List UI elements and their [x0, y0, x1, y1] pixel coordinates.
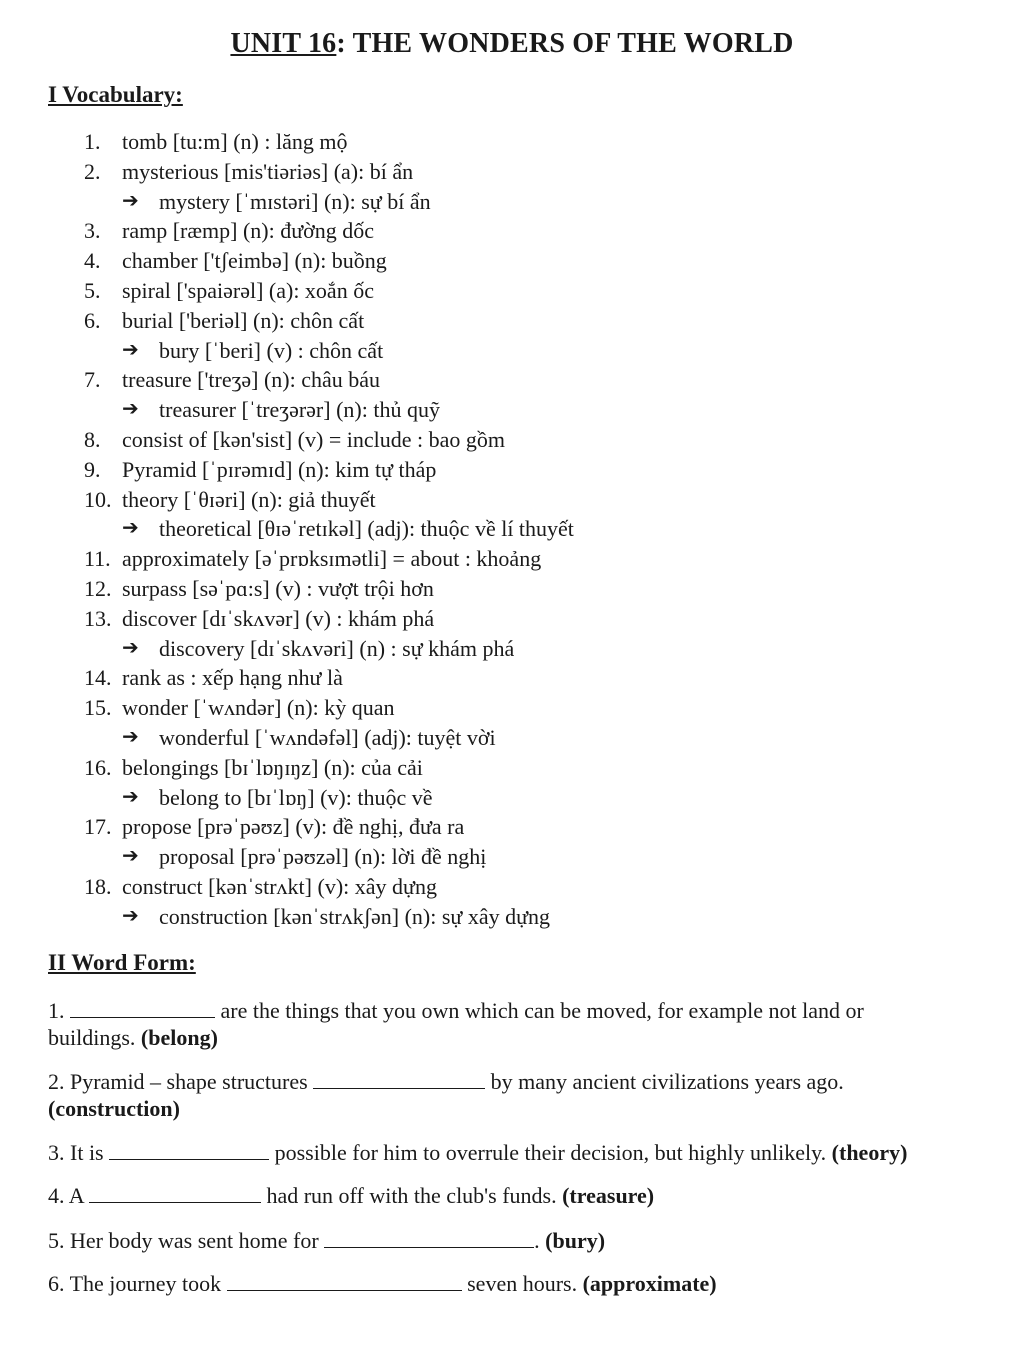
- answer-blank-6[interactable]: [227, 1270, 462, 1291]
- vocabulary-list: [0, 127, 1024, 932]
- vocab-text: treasure ['treʒə] (n): châu báu: [122, 367, 381, 393]
- vocab-number: 17.: [84, 814, 112, 840]
- vocab-number: 8.: [84, 426, 101, 452]
- hint-treasure: (treasure): [562, 1183, 655, 1208]
- vocab-item: [0, 604, 1024, 634]
- word-form-heading: II Word Form:: [48, 950, 196, 975]
- vocab-derived-item: [0, 783, 1024, 813]
- vocab-item: [0, 663, 1024, 693]
- word-form-question-3: 3. It is possible for him to overrule their decision, but highly unlikely. (theory): [48, 1140, 908, 1165]
- vocab-number: 9.: [84, 456, 101, 482]
- vocab-item: [0, 216, 1024, 246]
- arrow-icon: ➔: [122, 338, 139, 361]
- arrow-icon: ➔: [122, 845, 139, 868]
- vocab-derived-item: [0, 395, 1024, 425]
- title-unit: UNIT 16: [230, 28, 337, 59]
- vocab-number: 2.: [84, 158, 101, 184]
- vocab-derived-text: proposal [prəˈpəʊzəl] (n): lời đề nghị: [159, 844, 487, 870]
- vocab-number: 7.: [84, 367, 101, 393]
- vocab-text: burial ['beriəl] (n): chôn cất: [122, 307, 365, 333]
- vocab-text: construct [kənˈstrʌkt] (v): xây dựng: [122, 873, 437, 899]
- vocab-item: [0, 753, 1024, 783]
- vocab-derived-text: construction [kənˈstrʌkʃən] (n): sự xây dựng: [159, 903, 551, 929]
- vocab-text: chamber ['tʃeimbə] (n): buồng: [122, 248, 387, 274]
- vocab-derived-text: belong to [bɪˈlɒŋ] (v): thuộc về: [159, 784, 433, 810]
- vocab-number: 5.: [84, 277, 101, 303]
- vocab-item: [0, 485, 1024, 515]
- word-form-question-6: 6. The journey took seven hours. (approximate): [48, 1271, 717, 1296]
- hint-approximate: (approximate): [582, 1271, 717, 1296]
- vocab-derived-text: treasurer [ˈtreʒərər] (n): thủ quỹ: [159, 397, 440, 423]
- vocab-number: 13.: [84, 605, 112, 631]
- vocab-text: approximately [əˈprɒksɪmətli] = about : khoảng: [122, 546, 542, 572]
- title-rest: : THE WONDERS OF THE WORLD: [336, 28, 794, 59]
- vocab-derived-item: [0, 634, 1024, 664]
- vocab-text: belongings [bɪˈlɒŋɪŋz] (n): của cải: [122, 754, 423, 780]
- vocab-item: [0, 455, 1024, 485]
- vocab-number: 18.: [84, 873, 112, 899]
- vocab-number: 11.: [84, 546, 111, 572]
- vocab-derived-item: [0, 842, 1024, 872]
- answer-blank-3[interactable]: [109, 1139, 269, 1160]
- vocab-text: mysterious [mis'tiəriəs] (a): bí ẩn: [122, 158, 414, 184]
- vocab-number: 1.: [84, 129, 101, 154]
- vocab-text: theory [ˈθɪəri] (n): giả thuyết: [122, 486, 376, 512]
- page-title: [0, 28, 1024, 60]
- vocab-derived-item: [0, 902, 1024, 932]
- vocab-text: spiral ['spaiərəl] (a): xoắn ốc: [122, 277, 374, 303]
- vocab-number: 16.: [84, 754, 112, 780]
- vocab-text: tomb [tu:m] (n) : lăng mộ: [122, 129, 348, 154]
- vocab-text: discover [dɪˈskʌvər] (v) : khám phá: [122, 605, 435, 631]
- vocab-derived-text: mystery [ˈmɪstəri] (n): sự bí ẩn: [159, 188, 431, 214]
- vocab-text: wonder [ˈwʌndər] (n): kỳ quan: [122, 695, 395, 721]
- answer-blank-5[interactable]: [324, 1227, 534, 1248]
- vocab-item: [0, 276, 1024, 306]
- arrow-icon: ➔: [122, 517, 139, 540]
- vocab-item: [0, 693, 1024, 723]
- vocab-derived-item: [0, 723, 1024, 753]
- vocab-item: [0, 157, 1024, 187]
- word-form-question-1: 1. are the things that you own which can be moved, for example not land or buildings. (belong): [48, 998, 864, 1050]
- vocab-item: [0, 872, 1024, 902]
- vocab-derived-text: wonderful [ˈwʌndəfəl] (adj): tuyệt vời: [159, 724, 496, 750]
- vocab-text: consist of [kən'sist] (v) = include : bao gồm: [122, 426, 505, 452]
- answer-blank-1[interactable]: [70, 997, 215, 1018]
- vocab-item: [0, 574, 1024, 604]
- vocab-text: surpass [səˈpɑ:s] (v) : vượt trội hơn: [122, 575, 434, 601]
- vocab-number: 15.: [84, 695, 112, 721]
- vocab-text: Pyramid [ˈpɪrəmɪd] (n): kim tự tháp: [122, 456, 437, 482]
- word-form-question-4: 4. A had run off with the club's funds. (treasure): [48, 1183, 655, 1208]
- hint-theory: (theory): [831, 1140, 908, 1165]
- word-form-question-5: 5. Her body was sent home for . (bury): [48, 1228, 606, 1253]
- vocab-derived-text: theoretical [θɪəˈretɪkəl] (adj): thuộc về lí thuyết: [159, 516, 574, 542]
- vocab-item: [0, 127, 1024, 157]
- vocab-item: [0, 306, 1024, 336]
- vocab-number: 6.: [84, 307, 101, 333]
- vocab-derived-text: discovery [dɪˈskʌvəri] (n) : sự khám phá: [159, 635, 515, 661]
- vocab-derived-text: bury [ˈberi] (v) : chôn cất: [159, 337, 384, 363]
- vocab-item: [0, 544, 1024, 574]
- vocab-derived-item: [0, 187, 1024, 217]
- vocab-text: rank as : xếp hạng như là: [122, 665, 343, 691]
- vocab-number: 14.: [84, 665, 112, 691]
- vocab-item: [0, 246, 1024, 276]
- hint-bury: (bury): [545, 1228, 606, 1253]
- hint-construction: (construction): [48, 1096, 180, 1121]
- vocab-derived-item: [0, 514, 1024, 544]
- answer-blank-2[interactable]: [313, 1068, 485, 1089]
- vocabulary-heading: I Vocabulary:: [48, 82, 183, 107]
- arrow-icon: ➔: [122, 904, 139, 927]
- answer-blank-4[interactable]: [89, 1182, 261, 1203]
- vocab-number: 12.: [84, 575, 112, 601]
- hint-belong: (belong): [140, 1025, 218, 1050]
- arrow-icon: ➔: [122, 398, 139, 421]
- arrow-icon: ➔: [122, 189, 139, 212]
- vocab-text: propose [prəˈpəʊz] (v): đề nghị, đưa ra: [122, 814, 465, 840]
- vocab-item: [0, 812, 1024, 842]
- vocab-text: ramp [ræmp] (n): đường dốc: [122, 218, 375, 244]
- vocab-item: [0, 365, 1024, 395]
- vocab-number: 3.: [84, 218, 101, 244]
- word-form-question-2: 2. Pyramid – shape structures by many ancient civilizations years ago. (construction): [48, 1069, 844, 1121]
- arrow-icon: ➔: [122, 725, 139, 748]
- arrow-icon: ➔: [122, 636, 139, 659]
- arrow-icon: ➔: [122, 785, 139, 808]
- vocab-item: [0, 425, 1024, 455]
- vocab-derived-item: [0, 336, 1024, 366]
- vocab-number: 10.: [84, 486, 112, 512]
- vocab-number: 4.: [84, 248, 101, 274]
